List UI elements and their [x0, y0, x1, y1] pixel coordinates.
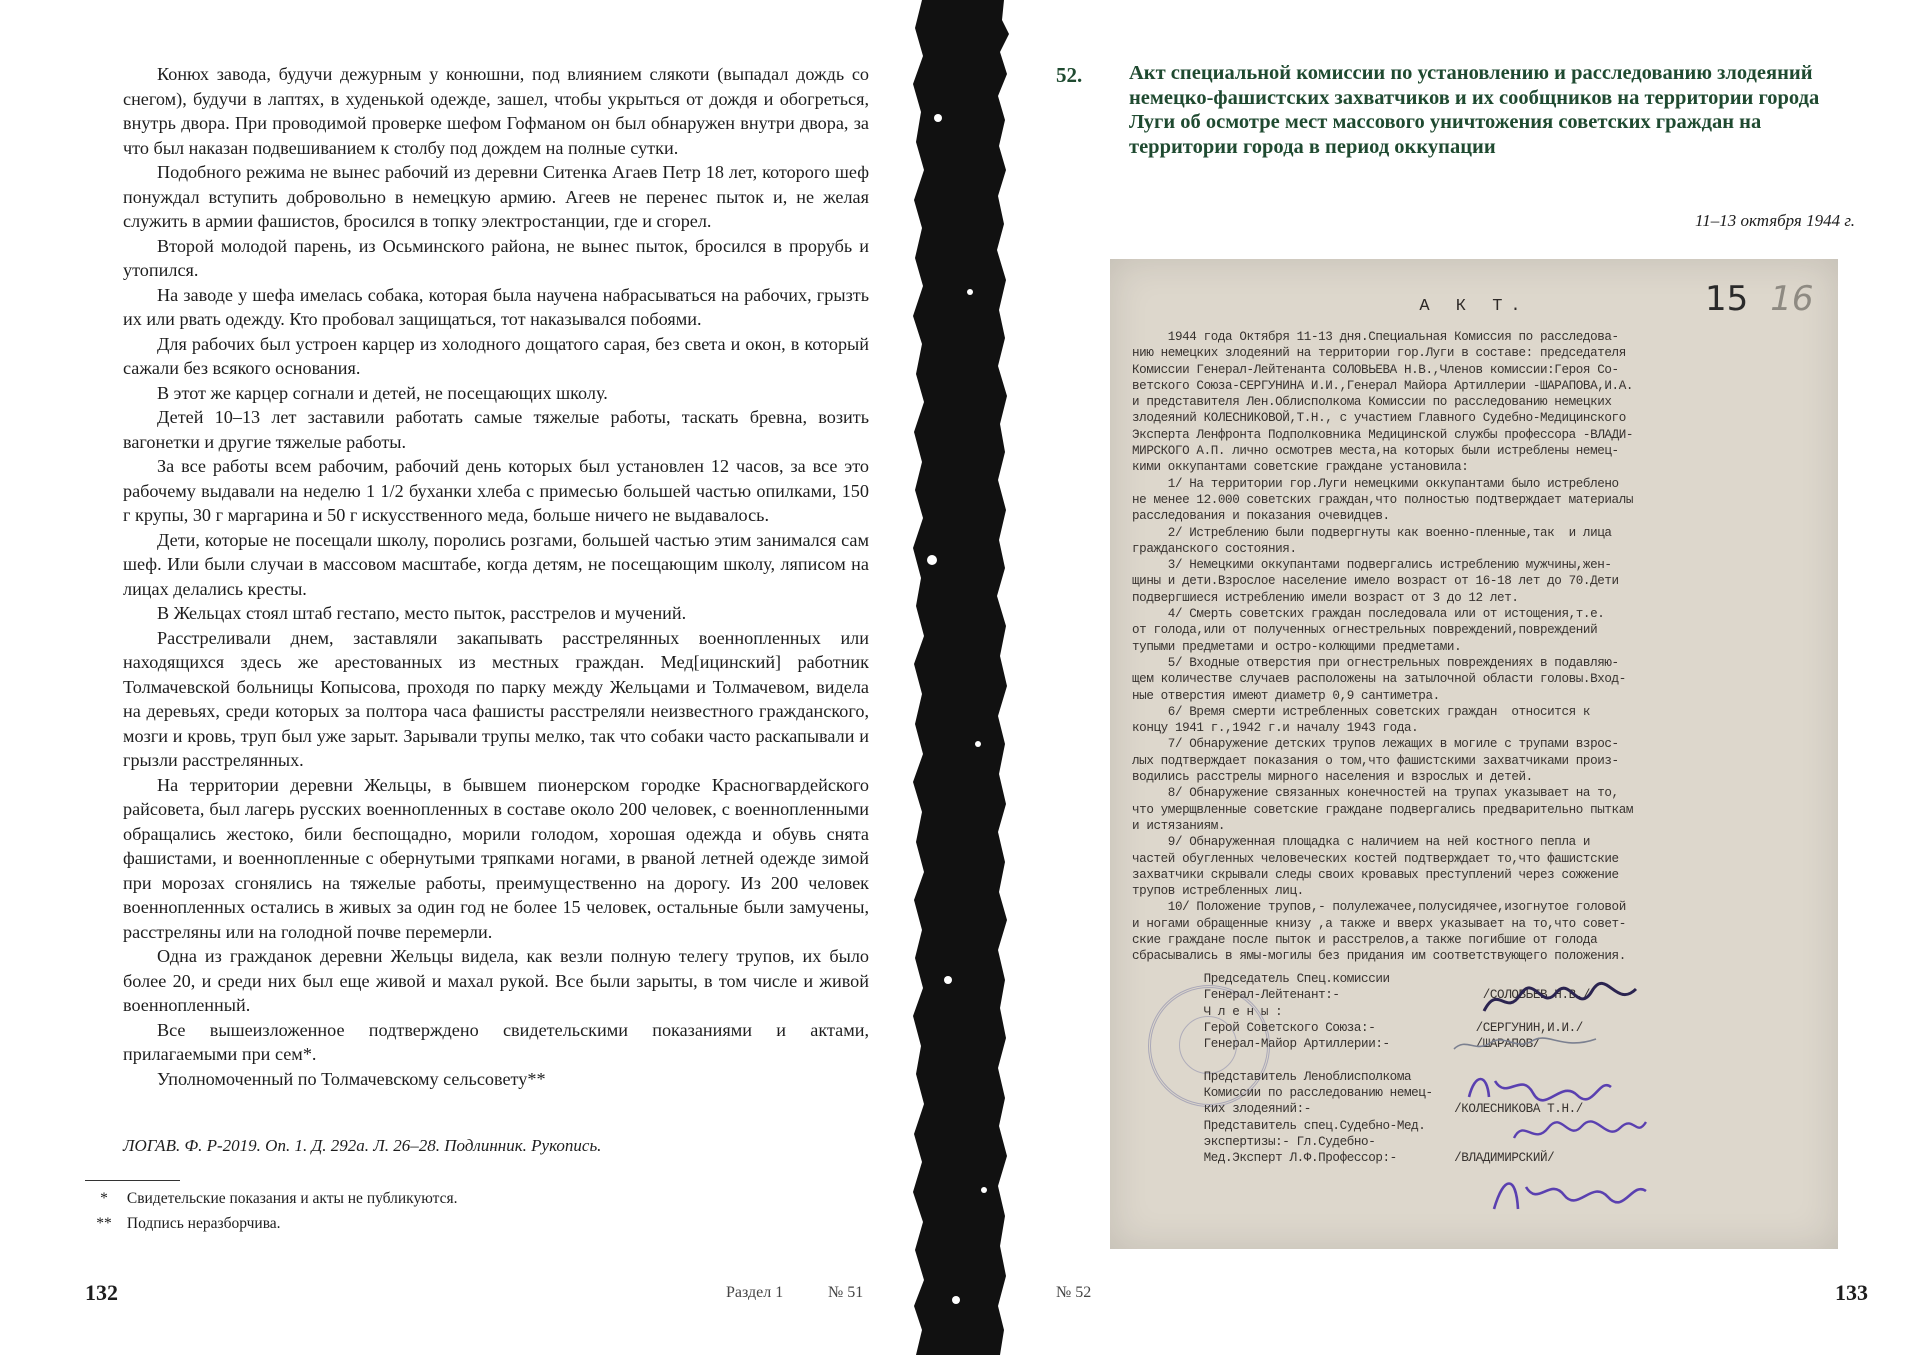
document-heading-number: 52. — [1056, 63, 1083, 87]
paragraph: Детей 10–13 лет заставили работать самые тяжелые работы, таскать бревна, возить вагонетки и другие тяжелые работы. — [123, 407, 869, 452]
footnote — [85, 1190, 457, 1208]
footnote-mark: * — [100, 1190, 108, 1207]
section-label: Раздел 1 — [726, 1284, 784, 1301]
signature-line: Уполномоченный по Толмачевскому сельсовету** — [157, 1068, 546, 1089]
paragraph: Второй молодой парень, из Осьминского района, не вынес пыток, бросился в прорубь и утопился. — [123, 235, 869, 280]
archive-sheet-marks — [1705, 279, 1814, 319]
paragraph: На территории деревни Жельцы, в бывшем пионерском городке Красногвардейского райсовета, был лагерь русских военнопленных в составе около 200 человек, с военнопленными обращались жестоко, били беспощадно, морили голодом, хорошая одежда и обувь снята фашистами, и военнопленные с обернутыми тряпками ногами, в рваной летней одежде зимой при морозах сгонялись на тяжелые работы, преимущественно на дорогу. Из 200 человек военнопленных остались в живых за один год не более 15 человек, остальные были замучены, расстреляны или на голодной почве перемерли. — [123, 774, 869, 942]
body-text — [123, 62, 869, 1091]
document-date: 11–13 октября 1944 г. — [1695, 211, 1855, 230]
footnote-divider — [85, 1180, 180, 1181]
document-number: № 51 — [828, 1284, 864, 1301]
sheet-number-mark: 15 — [1705, 279, 1749, 319]
paragraph: Конюх завода, будучи дежурным у конюшни, под влиянием слякоти (выпадал дождь со снегом), будучи в лаптях, в худенькой одежде, зашел, чтобы укрыться от дождя и обогреться, внутрь двора. При проводимой проверке шефом Гофманом он был обнаружен внутри двора, за что был наказан подвешиванием к столбу под дождем на полные сутки. — [123, 64, 869, 158]
footnote — [85, 1215, 281, 1233]
handwritten-signature — [1510, 1112, 1650, 1152]
document-number: № 52 — [1056, 1284, 1092, 1301]
archive-source-note: ЛОГАВ. Ф. Р-2019. Оп. 1. Д. 292а. Л. 26–28. Подлинник. Рукопись. — [123, 1136, 602, 1155]
page-number: 132 — [85, 1280, 118, 1305]
paragraph: Все вышеизложенное подтверждено свидетельскими показаниями и актами, прилагаемыми при сем*. — [123, 1019, 869, 1064]
signature-block: Председатель Спец.комиссии Генерал-Лейтенант:- /СОЛОВЬЕВ Н.В./ Ч л е н ы : Герой Советского Союза:- /СЕРГУНИН,И.И./ Генерал-Майор Артиллерии:- /ШАРАПОВ/ Представитель Леноблисполкома Комиссии по расследованию немец- ких злодеяний:- /КОЛЕСНИКОВА Т.Н./ Представитель спец.Судебно-Мед. экспертизы:- Гл.Судебно- Мед.Эксперт Л.Ф.Профессор:- /ВЛАДИМИРСКИЙ/ — [1203, 972, 1591, 1166]
footnote-text: Подпись неразборчива. — [126, 1215, 281, 1232]
handwritten-signature — [1480, 981, 1640, 1021]
footnote-mark: ** — [96, 1215, 112, 1232]
decorative-spine — [908, 0, 1016, 1355]
page-number: 133 — [1835, 1280, 1868, 1305]
paragraph: В этот же карцер согнали и детей, не посещающих школу. — [157, 382, 608, 403]
paragraph: За все работы всем рабочим, рабочий день которых был установлен 12 часов, за все это рабочему выдавали на неделю 1 1/2 буханки хлеба с примесью большей частью опилками, 150 г крупы, 30 г маргарина и 50 г искусственного меда, больше ничего не выдавалось. — [123, 456, 869, 525]
handwritten-signature — [1450, 1029, 1600, 1059]
footnote-text: Свидетельские показания и акты не публикуются. — [126, 1190, 458, 1207]
left-page — [0, 0, 915, 1355]
paragraph: Подобного режима не вынес рабочий из деревни Ситенка Агаев Петр 18 лет, которого шеф понуждал вступить добровольно в немецкую армию. Агеев не перенес пыток и, не желая служить в армии фашистов, бросился в топку электростанции, где и сгорел. — [123, 162, 869, 231]
archival-document-photo — [1110, 259, 1838, 1249]
paragraph: В Жельцах стоял штаб гестапо, место пыток, расстрелов и мучений. — [157, 603, 687, 623]
document-title: Акт специальной комиссии по установлению и расследованию злодеяний немецко-фашистских захватчиков и их сообщников на территории города Луги об осмотре мест массового уничтожения советских граждан на территории города в период оккупации — [1129, 62, 1820, 158]
paragraph: Дети, которые не посещали школу, поролись розгами, большей частью этим занимался сам шеф. Или были случаи в массовом масштабе, когда детям, не посещающим школу, ляписом на лицах делались кресты. — [123, 529, 869, 599]
typewritten-text: 1944 года Октября 11-13 дня.Специальная Комиссия по расследова- нию немецких злодеяний на территории гор.Луги в составе: председателя Комиссии Генерал-Лейтенанта СОЛОВЬЕВА Н.В.,Членов комиссии:Героя Со- ветского Союза-СЕРГУНИНА И.И.,Генерал Майора Артиллерии -ШАРАПОВА,И.А. и представителя Лен.Облисполкома Комиссии по расследованию немецких злодеяний КОЛЕСНИКОВОЙ,Т.Н., с участием Главного Судебно-Медицинского Эксперта Ленфронта Подполковника Медицинской службы профессора -ВЛАДИ- МИРСКОГО А.П. лично осмотрев места,на которых были истреблены немец- кими оккупантами советские граждане установила: 1/ На территории гор.Луги немецкими оккупантами было истреблено не менее 12.000 советских граждан,что полностью подтверждает материалы расследования и показания очевидцев. 2/ Истреблению были подвергнуты как военно-пленные,так и лица гражданского состояния. 3/ Немецкими оккупантами подвергались истреблению мужчины,жен- щины и дети.Взрослое население имело возраст от 16-18 лет до 70.Дети подвергшиеся истреблению имели возраст от 3 до 12 лет. 4/ Смерть советских граждан последовала или от истощения,т.е. от голода,или от полученных огнестрельных повреждений,повреждений тупыми предметами и остро-колющими предметами. 5/ Входные отверстия при огнестрельных повреждениях в подавляю- щем количестве случаев расположены на затылочной области головы.Вход- ные отверстия имеют диаметр 0,9 сантиметра. 6/ Время смерти истребленных советских граждан относится к концу 1941 г.,1942 г.и началу 1943 года. 7/ Обнаружение детских трупов лежащих в могиле с трупами взрос- лых подтверждает показания о том,что фашистскими захватчиками произ- водились расстрелы мирного населения и взрослых и детей. 8/ Обнаружение связанных конечностей на трупах указывает на то, что умерщвленные советские граждане подвергались предварительно пыткам и истязаниям. 9/ Обнаруженная площадка с наличием на ней костного пепла и частей обугленных человеческих костей подтверждает то,что фашистские захватчики скрывали следы своих кровавых преступлений через сожжение трупов истребленных лиц. 10/ Положение трупов,- полулежачее,полусидячее,изогнутое головой и ногами обращенные книзу ,а также и вверх указывает на то,что совет- ские граждане после пыток и расстрелов,а также погибшие от голода сбрасывались в ямы-могилы без придания им соответствующего положения. — [1132, 330, 1634, 964]
pencil-sheet-mark: 16 — [1770, 279, 1814, 319]
paragraph: На заводе у шефа имелась собака, которая была научена набрасываться на рабочих, грызть их или рвать одежду. Кто пробовал защищаться, тот наказывался побоями. — [123, 284, 869, 329]
handwritten-signature — [1490, 1165, 1650, 1215]
paragraph: Для рабочих был устроен карцер из холодного дощатого сарая, без света и окон, в который сажали без всякого основания. — [123, 333, 869, 378]
handwritten-signature — [1465, 1067, 1615, 1107]
paragraph: Одна из гражданок деревни Жельцы видела, как везли полную телегу трупов, их было более 20, и среди них был еще живой и махал рукой. Все были зарыты, в том числе и живой военнопленный. — [123, 946, 869, 1015]
right-page — [1016, 0, 1920, 1355]
archival-document-heading: А К Т. — [1419, 297, 1529, 316]
paragraph: Расстреливали днем, заставляли закапывать расстрелянных военнопленных или находящихся здесь же арестованных из местных граждан. Мед[ицинский] работник Толмачевской больницы Копысова, проходя по парку между Жельцами и Толмачевом, видела на деревьях, среди которых за полтора часа фашисты расстреляли неизвестного гражданского, мозги и кровь, труп был уже зарыт. Зарывали трупы мелко, так что собаки часто раскапывали и грызли расстрелянных. — [123, 627, 869, 770]
